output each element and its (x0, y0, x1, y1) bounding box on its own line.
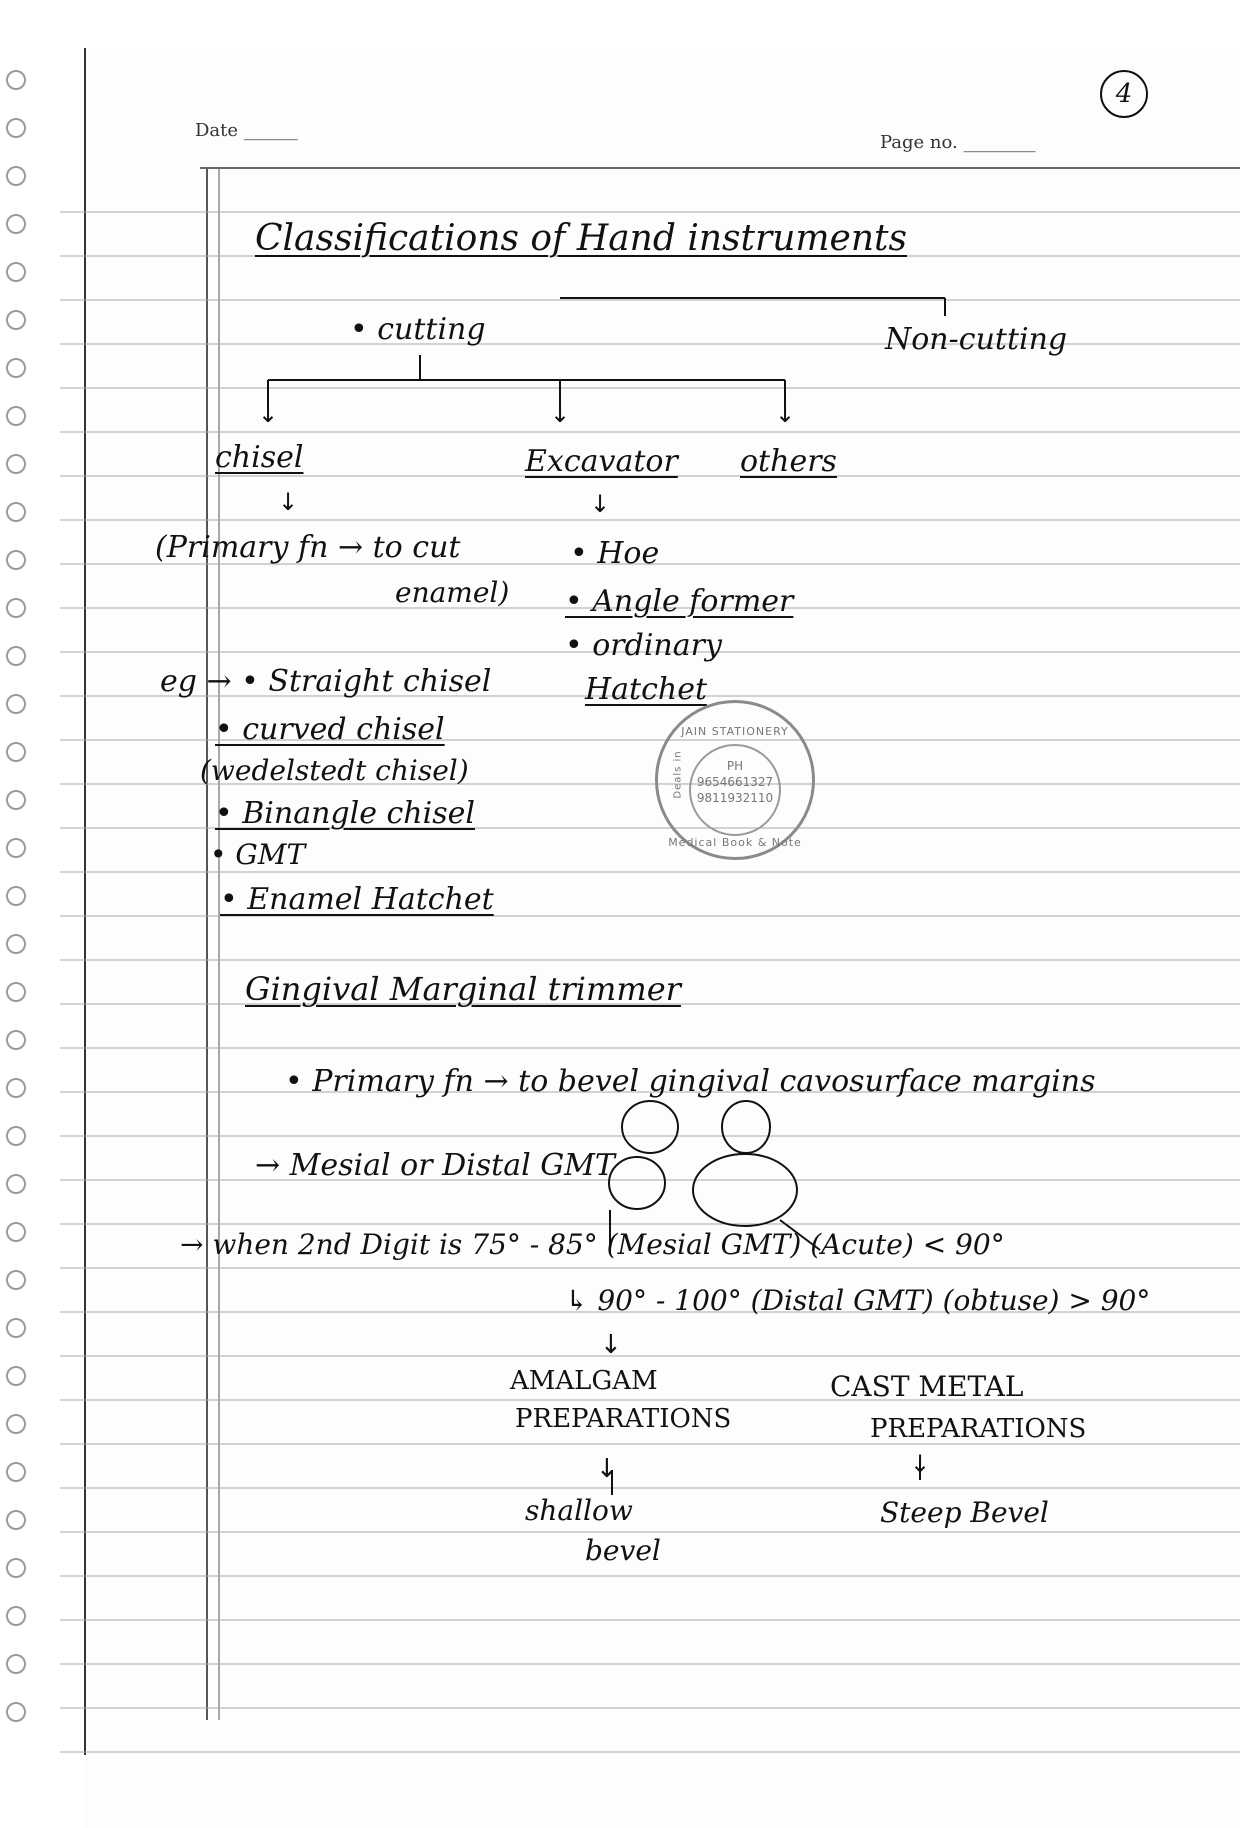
stamp-phone-1: 9654661327 (696, 775, 774, 789)
stationery-stamp (655, 700, 815, 860)
stamp-inner (689, 744, 781, 836)
cast-metal-label: CAST METAL (830, 1370, 1024, 1403)
gmt-when-line: → when 2nd Digit is 75° - 85° (Mesial GMT) (Acute) < 90° (180, 1228, 1005, 1261)
cast-metal-result: Steep Bevel (880, 1496, 1049, 1529)
stamp-ph: PH (726, 759, 744, 773)
type-others: others (740, 444, 837, 479)
chisel-example: (wedelstedt chisel) (200, 754, 469, 787)
type-chisel: chisel (215, 440, 304, 475)
arrow-down-icon: ↓ (910, 1450, 931, 1478)
date-label: Date ______ (195, 120, 298, 141)
branch-cutting: • cutting (350, 312, 486, 347)
gmt-primary-fn: • Primary fn → to bevel gingival cavosurface margins (285, 1064, 1096, 1099)
arrow-down-icon: ↓ (775, 400, 796, 428)
arrow-down-icon: ↓ (550, 400, 571, 428)
chisel-example: • GMT (210, 838, 306, 871)
chisel-example: eg → • Straight chisel (160, 664, 492, 699)
stamp-phone-2: 9811932110 (696, 791, 774, 805)
gmt-second-line: ↳ 90° - 100° (Distal GMT) (obtuse) > 90° (565, 1284, 1151, 1317)
chisel-example: • curved chisel (215, 712, 445, 747)
amalgam-result: shallow (525, 1494, 633, 1527)
chisel-example: • Enamel Hatchet (220, 882, 494, 917)
amalgam-preparations-label: PREPARATIONS (515, 1404, 732, 1434)
page-number-circled: 4 (1100, 70, 1148, 118)
excavator-item: • ordinary (565, 628, 722, 663)
excavator-item: Hatchet (585, 672, 708, 707)
gmt-types: → Mesial or Distal GMT (255, 1148, 615, 1183)
arrow-down-icon: ↓ (590, 490, 611, 518)
chisel-primary-fn-cont: enamel) (395, 576, 510, 609)
chisel-primary-fn: (Primary fn → to cut (155, 530, 461, 565)
stamp-ring-bottom: Medical Book & Note (668, 836, 802, 849)
excavator-item: • Angle former (565, 584, 794, 619)
page-number-label: Page no. ________ (880, 132, 1036, 153)
cast-metal-preparations-label: PREPARATIONS (870, 1414, 1087, 1444)
page-title: Classifications of Hand instruments (255, 218, 907, 259)
gmt-heading: Gingival Marginal trimmer (245, 970, 681, 1008)
amalgam-label: AMALGAM (510, 1366, 658, 1396)
arrow-down-icon: ↓ (258, 400, 279, 428)
type-excavator: Excavator (525, 444, 678, 479)
arrow-down-icon: ↓ (596, 1454, 618, 1484)
stamp-ring-top: JAIN STATIONERY (681, 725, 789, 738)
branch-non-cutting: Non-cutting (885, 322, 1068, 357)
chisel-example: • Binangle chisel (215, 796, 475, 831)
excavator-item: • Hoe (570, 536, 660, 571)
stamp-ring-left: Deals in (672, 750, 684, 799)
arrow-down-icon: ↓ (278, 488, 299, 516)
arrow-down-icon: ↓ (600, 1330, 622, 1360)
amalgam-result-cont: bevel (585, 1534, 661, 1567)
